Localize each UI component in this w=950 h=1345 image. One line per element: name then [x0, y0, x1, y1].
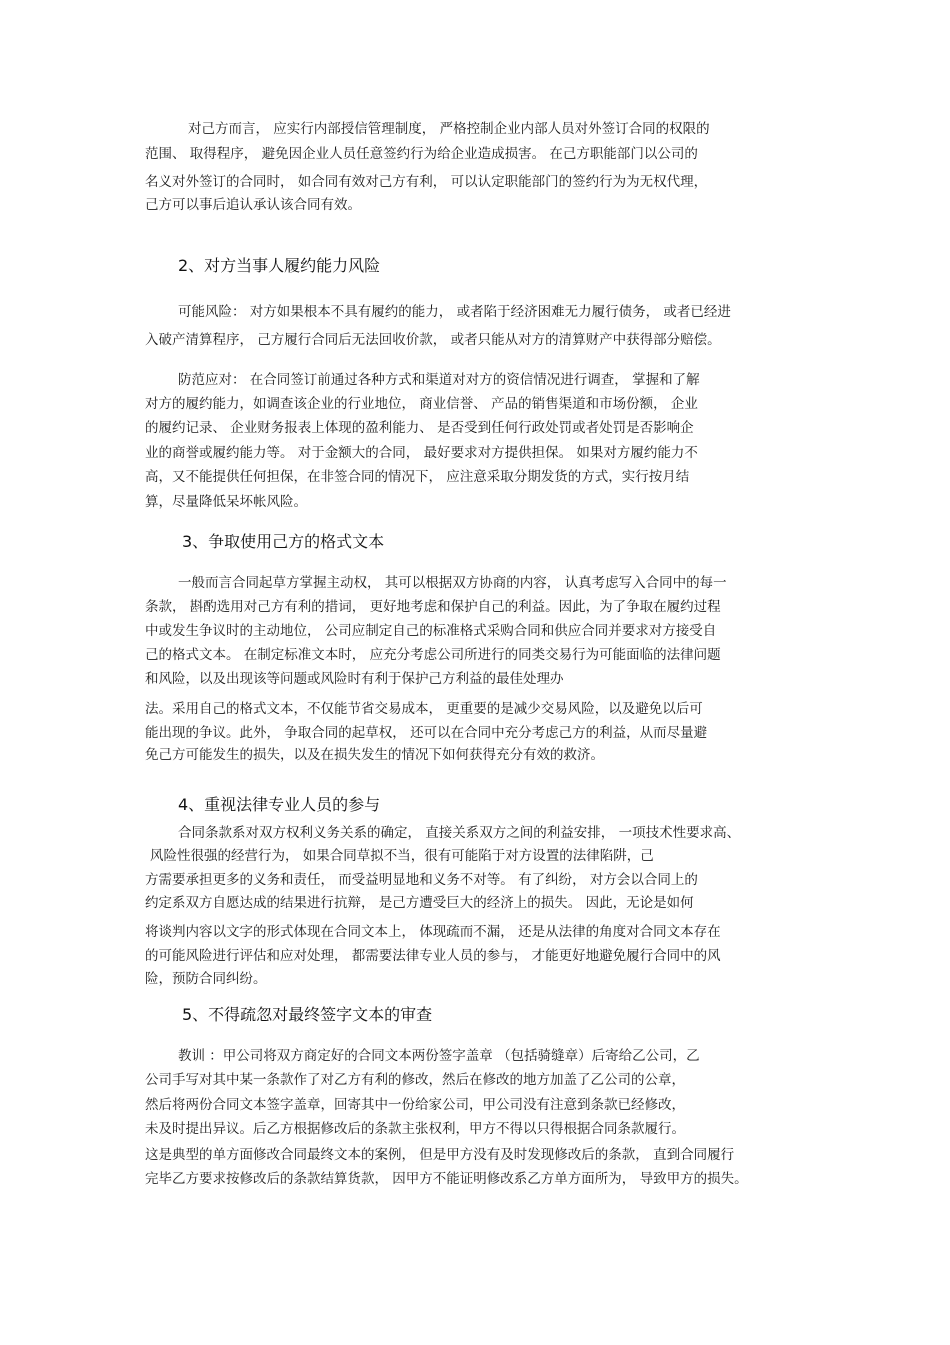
section1-line-3: 名义对外签订的合同时， 如合同有效对己方有利， 可以认定职能部门的签约行为为无权代理， — [145, 174, 708, 190]
section5-line-4: 未及时提出异议。后乙方根据修改后的条款主张权利，甲方不得以只得根据合同条款履行。 — [145, 1121, 685, 1137]
section2-prevention-line-2: 对方的履约能力，如调查该企业的行业地位， 商业信誉、 产品的销售渠道和市场份额， 企业 — [145, 396, 698, 412]
section5-line-5: 这是典型的单方面修改合同最终文本的案例， 但是甲方没有及时发现修改后的条款， 直到合同履行 — [145, 1147, 735, 1163]
section2-prevention-line-1: 防范应对： 在合同签订前通过各种方式和渠道对对方的资信情况进行调查， 掌握和了解 — [178, 372, 700, 388]
section2-risk-line-1: 可能风险： 对方如果根本不具有履约的能力， 或者陷于经济困难无力履行债务， 或者已经进 — [178, 304, 731, 320]
section5-line-3: 然后将两份合同文本签字盖章，回寄其中一份给家公司，甲公司没有注意到条款已经修改， — [145, 1097, 685, 1113]
section4-line-3: 方需要承担更多的义务和责任， 而受益明显地和义务不对等。 有了纠纷， 对方会以合同上的 — [145, 872, 698, 888]
section3-heading: 3、争取使用己方的格式文本 — [182, 532, 385, 551]
section2-heading: 2、对方当事人履约能力风险 — [178, 256, 381, 275]
section4-heading: 4、重视法律专业人员的参与 — [178, 795, 381, 814]
section1-line-2: 范围、 取得程序， 避免因企业人员任意签约行为给企业造成损害。 在己方职能部门以公司的 — [145, 146, 698, 162]
section5-heading: 5、不得疏忽对最终签字文本的审查 — [182, 1005, 433, 1024]
section1-line-1: 对己方而言， 应实行内部授信管理制度， 严格控制企业内部人员对外签订合同的权限的 — [188, 121, 710, 137]
section3-line-1: 一般而言合同起草方掌握主动权， 其可以根据双方协商的内容， 认真考虑写入合同中的每一 — [178, 575, 727, 591]
section5-line-2: 公司手写对其中某一条款作了对乙方有利的修改，然后在修改的地方加盖了乙公司的公章， — [145, 1072, 685, 1088]
section3-line-7: 能出现的争议。此外， 争取合同的起草权， 还可以在合同中充分考虑己方的利益，从而尽量避 — [145, 725, 708, 741]
section3-line-8: 免己方可能发生的损失，以及在损失发生的情况下如何获得充分有效的救济。 — [145, 747, 604, 763]
section1-line-4: 己方可以事后追认承认该合同有效。 — [145, 197, 361, 213]
section4-line-6: 的可能风险进行评估和应对处理， 都需要法律专业人员的参与， 才能更好地避免履行合同中的风 — [145, 948, 721, 964]
section2-prevention-line-4: 业的商誉或履约能力等。 对于金额大的合同， 最好要求对方提供担保。 如果对方履约能力不 — [145, 445, 698, 461]
section3-line-6: 法。采用自己的格式文本，不仅能节省交易成本， 更重要的是减少交易风险，以及避免以后可 — [145, 701, 703, 717]
section3-line-5: 和风险，以及出现该等问题或风险时有利于保护己方利益的最佳处理办 — [145, 671, 564, 687]
section3-line-4: 己的格式文本。 在制定标准文本时， 应充分考虑公司所进行的同类交易行为可能面临的法律问题 — [145, 647, 721, 663]
section5-line-1: 教训 ：甲公司将双方商定好的合同文本两份签字盖章 （包括骑缝章）后寄给乙公司，乙 — [178, 1048, 700, 1064]
section3-line-2: 条款， 斟酌选用对己方有利的措词， 更好地考虑和保护自己的利益。因此，为了争取在履约过程 — [145, 599, 721, 615]
section3-line-3: 中或发生争议时的主动地位， 公司应制定自己的标准格式采购合同和供应合同并要求对方接受自 — [145, 623, 717, 639]
section2-prevention-line-5: 高，又不能提供任何担保，在非签合同的情况下， 应注意采取分期发货的方式，实行按月结 — [145, 469, 690, 485]
section2-risk-line-2: 入破产清算程序， 己方履行合同后无法回收价款， 或者只能从对方的清算财产中获得部分赔偿。 — [145, 332, 721, 348]
section2-prevention-line-6: 算，尽量降低呆坏帐风险。 — [145, 494, 307, 510]
section2-prevention-line-3: 的履约记录、 企业财务报表上体现的盈利能力、 是否受到任何行政处罚或者处罚是否影响企 — [145, 420, 694, 436]
section5-line-6: 完毕乙方要求按修改后的条款结算货款， 因甲方不能证明修改系乙方单方面所为， 导致甲方的损失。 — [145, 1171, 748, 1187]
section4-line-2: 风险性很强的经营行为， 如果合同草拟不当，很有可能陷于对方设置的法律陷阱，己 — [150, 848, 654, 864]
section4-line-5: 将谈判内容以文字的形式体现在合同文本上， 体现疏而不漏， 还是从法律的角度对合同文本存在 — [145, 924, 721, 940]
section4-line-4: 约定系双方自愿达成的结果进行抗辩， 是己方遭受巨大的经济上的损失。 因此，无论是如何 — [145, 895, 694, 911]
section4-line-1: 合同条款系对双方权利义务关系的确定， 直接关系双方之间的利益安排， 一项技术性要求高、 — [178, 825, 741, 841]
section4-line-7: 险，预防合同纠纷。 — [145, 971, 267, 987]
